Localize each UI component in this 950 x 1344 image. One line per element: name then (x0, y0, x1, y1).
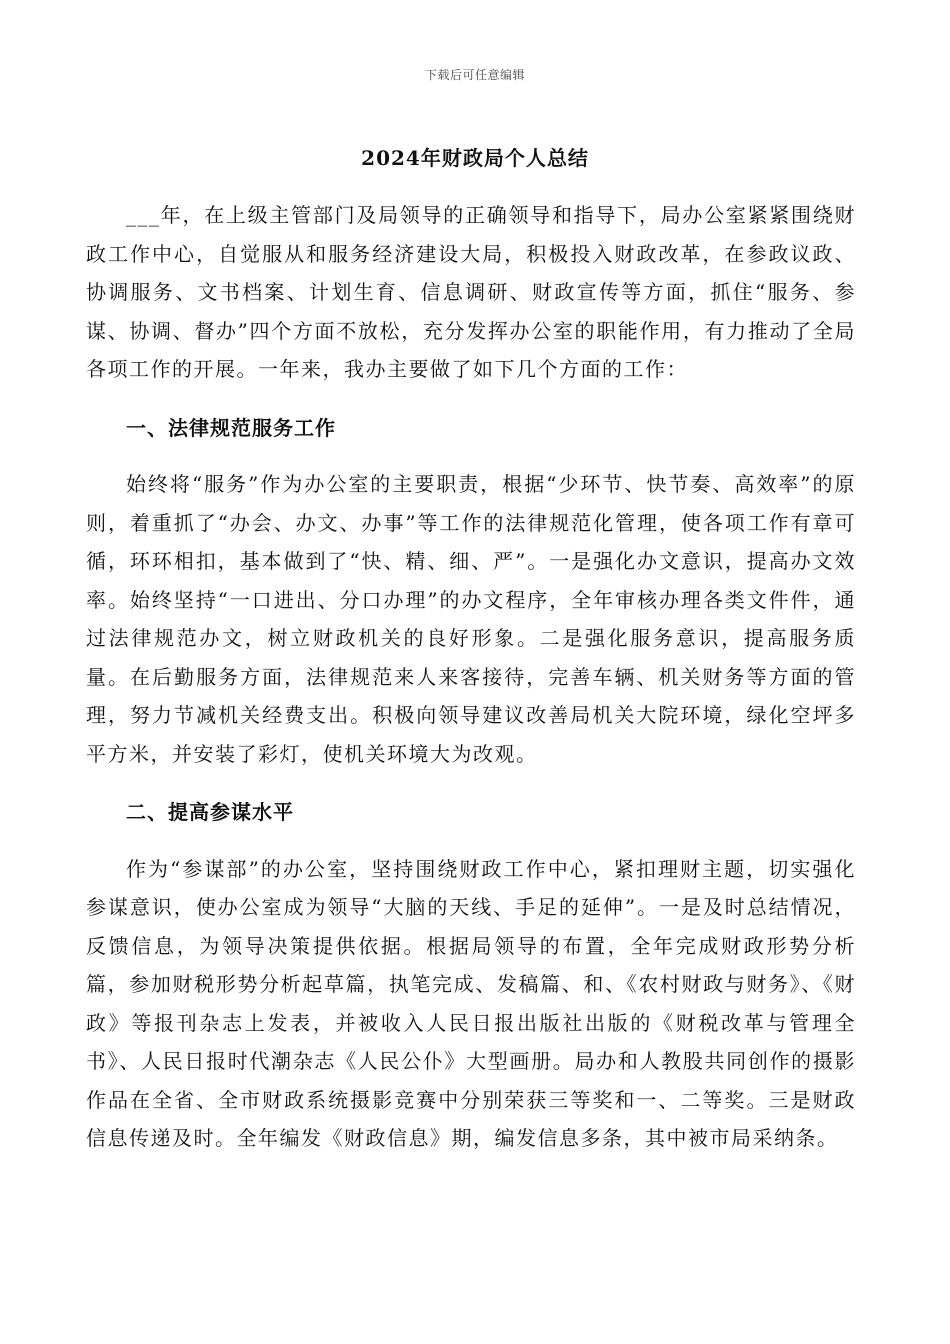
section-body-2: 作为“参谋部”的办公室，坚持围绕财政工作中心，紧扣理财主题，切实强化参谋意识，使办公室成为领导“大脑的天线、手足的延伸”。一是及时总结情况，反馈信息，为领导决策提供依据。根据局领导的布置，全年完成财政形势分析篇，参加财税形势分析起草篇，执笔完成、发稿篇、和、《农村财政与财务》、《财政》等报刊杂志上发表，并被收入人民日报出版社出版的《财税改革与管理全书》、人民日报时代潮杂志《人民公仆》大型画册。局办和人教股共同创作的摄影作品在全省、全市财政系统摄影竞赛中分别荣获三等奖和一、二等奖。三是财政信息传递及时。全年编发《财政信息》期，编发信息多条，其中被市局采纳条。 (86, 856, 856, 1150)
intro-paragraph: ___年，在上级主管部门及局领导的正确领导和指导下，局办公室紧紧围绕财政工作中心，自觉服从和服务经济建设大局，积极投入财政改革，在参政议政、协调服务、文书档案、计划生育、信息调研、财政宣传等方面，抓住“服务、参谋、协调、督办”四个方面不放松，充分发挥办公室的职能作用，有力推动了全局各项工作的开展。一年来，我办主要做了如下几个方面的工作： (86, 203, 856, 381)
section-body-1: 始终将“服务”作为办公室的主要职责，根据“少环节、快节奏、高效率”的原则，着重抓了“办会、办文、办事”等工作的法律规范化管理，使各项工作有章可循，环环相扣，基本做到了“快、精、细、严”。一是强化办文意识，提高办文效率。始终坚持“一口进出、分口办理”的办文程序，全年审核办理各类文件件，通过法律规范办文，树立财政机关的良好形象。二是强化服务意识，提高服务质量。在后勤服务方面，法律规范来人来客接待，完善车辆、机关财务等方面的管理，努力节减机关经费支出。积极向领导建议改善局机关大院环境，绿化空坪多平方米，并安装了彩灯，使机关环境大为改观。 (86, 472, 856, 766)
section-heading-2: 二、提高参谋水平 (126, 800, 294, 824)
document-title: 2024年财政局个人总结 (361, 146, 589, 170)
section-heading-1: 一、法律规范服务工作 (126, 415, 336, 440)
header-note: 下载后可任意编辑 (424, 68, 525, 82)
document-body (86, 196, 856, 1158)
